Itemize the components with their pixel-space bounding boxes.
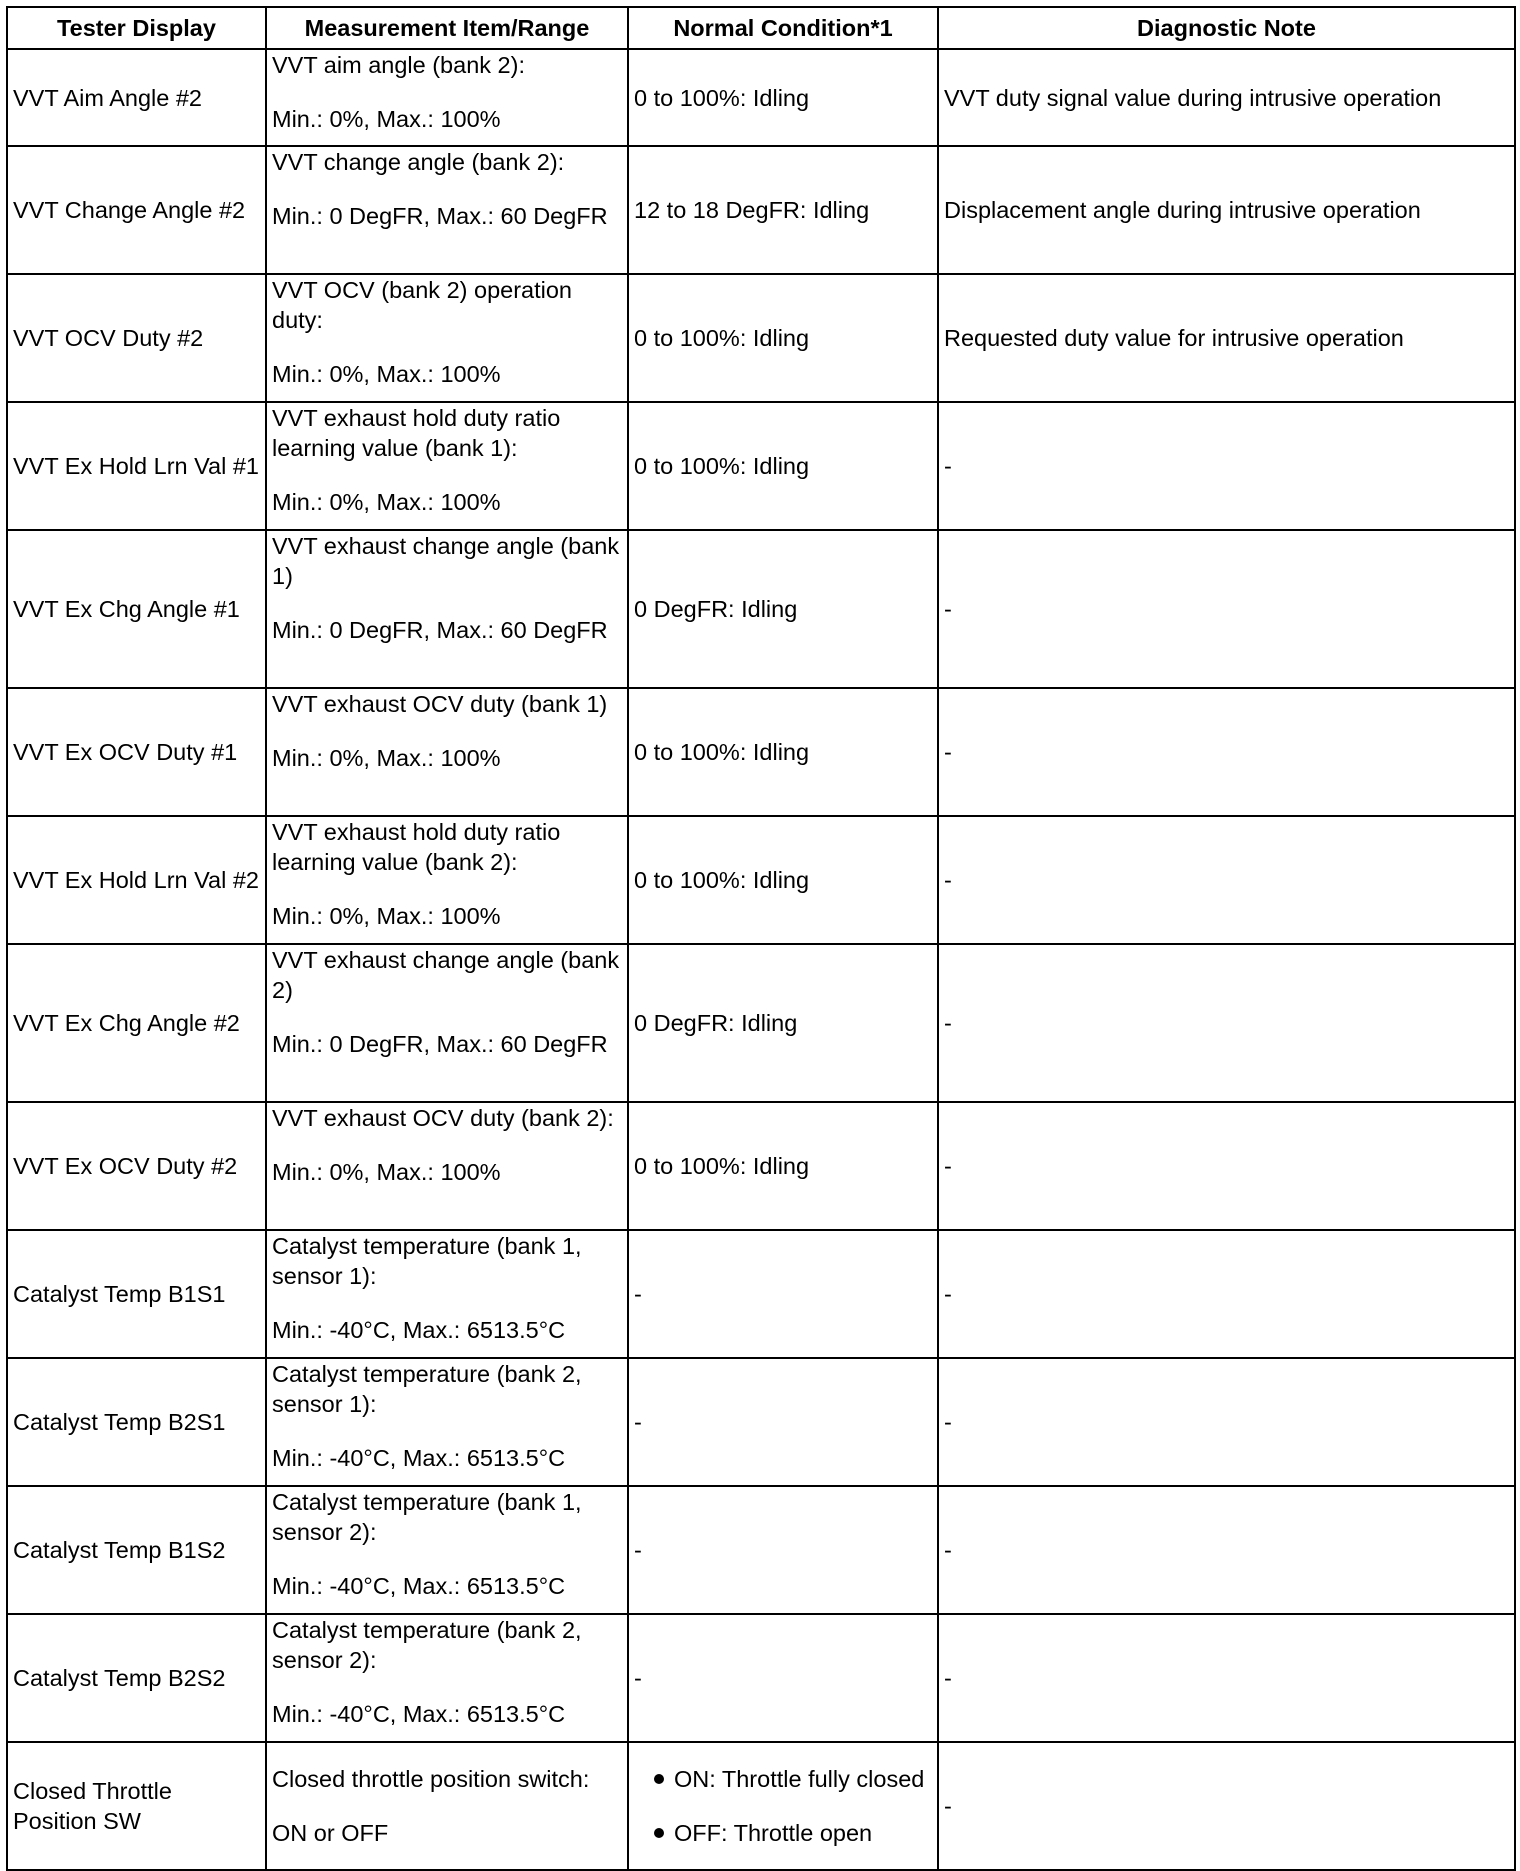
cell-normal-condition: 0 DegFR: Idling: [628, 530, 938, 688]
cell-tester-display: VVT Change Angle #2: [7, 146, 266, 274]
cell-measurement: [266, 1486, 628, 1614]
table-row: [7, 1742, 1515, 1870]
cell-measurement: [266, 530, 628, 688]
table-row: [7, 944, 1515, 1102]
list-item: OFF: Throttle open: [634, 1818, 932, 1848]
measurement-description: VVT change angle (bank 2):: [272, 149, 565, 175]
cell-normal-condition: 0 to 100%: Idling: [628, 402, 938, 530]
measurement-range: Min.: -40°C, Max.: 6513.5°C: [272, 1573, 566, 1599]
cell-tester-display: Catalyst Temp B2S1: [7, 1358, 266, 1486]
table-row: [7, 530, 1515, 688]
cell-diagnostic-note: -: [938, 530, 1515, 688]
cell-diagnostic-note: -: [938, 816, 1515, 944]
cell-diagnostic-note: -: [938, 1614, 1515, 1742]
measurement-description: VVT exhaust hold duty ratio learning value (bank 2):: [272, 819, 561, 875]
cell-measurement: [266, 146, 628, 274]
cell-tester-display: VVT Ex OCV Duty #1: [7, 688, 266, 816]
measurement-description: Catalyst temperature (bank 2, sensor 2):: [272, 1617, 582, 1673]
measurement-range: Min.: 0%, Max.: 100%: [272, 106, 501, 132]
cell-normal-condition: -: [628, 1486, 938, 1614]
cell-diagnostic-note: -: [938, 402, 1515, 530]
table-row: [7, 1614, 1515, 1742]
measurement-description: VVT exhaust OCV duty (bank 2):: [272, 1105, 614, 1131]
document-page: [6, 6, 1514, 1871]
list-item: ON: Throttle fully closed: [634, 1764, 932, 1794]
header-measurement: Measurement Item/Range: [266, 7, 628, 49]
table-row: [7, 1486, 1515, 1614]
measurement-range: Min.: 0%, Max.: 100%: [272, 361, 501, 387]
cell-tester-display: VVT Aim Angle #2: [7, 49, 266, 146]
measurement-description: Catalyst temperature (bank 1, sensor 1):: [272, 1233, 582, 1289]
table-row: [7, 1230, 1515, 1358]
cell-diagnostic-note: -: [938, 688, 1515, 816]
header-diagnostic-note: Diagnostic Note: [938, 7, 1515, 49]
cell-tester-display: VVT Ex Chg Angle #2: [7, 944, 266, 1102]
cell-tester-display: VVT Ex OCV Duty #2: [7, 1102, 266, 1230]
cell-tester-display: Catalyst Temp B1S1: [7, 1230, 266, 1358]
cell-normal-condition: [628, 1742, 938, 1870]
measurement-description: VVT OCV (bank 2) operation duty:: [272, 277, 572, 333]
cell-tester-display: VVT Ex Hold Lrn Val #2: [7, 816, 266, 944]
measurement-description: Catalyst temperature (bank 2, sensor 1):: [272, 1361, 582, 1417]
measurement-range: Min.: 0%, Max.: 100%: [272, 903, 501, 929]
cell-measurement: [266, 1230, 628, 1358]
cell-normal-condition: -: [628, 1230, 938, 1358]
cell-diagnostic-note: Displacement angle during intrusive operation: [938, 146, 1515, 274]
cell-normal-condition: 0 to 100%: Idling: [628, 49, 938, 146]
cell-normal-condition: 0 DegFR: Idling: [628, 944, 938, 1102]
measurement-range: Min.: 0 DegFR, Max.: 60 DegFR: [272, 617, 608, 643]
measurement-range: Min.: -40°C, Max.: 6513.5°C: [272, 1701, 566, 1727]
cell-diagnostic-note: -: [938, 1358, 1515, 1486]
cell-measurement: [266, 816, 628, 944]
measurement-description: VVT aim angle (bank 2):: [272, 52, 525, 78]
cell-measurement: [266, 274, 628, 402]
cell-diagnostic-note: VVT duty signal value during intrusive operation: [938, 49, 1515, 146]
cell-diagnostic-note: -: [938, 1230, 1515, 1358]
measurement-range: Min.: 0 DegFR, Max.: 60 DegFR: [272, 203, 608, 229]
cell-diagnostic-note: -: [938, 1102, 1515, 1230]
table-row: [7, 402, 1515, 530]
table-row: [7, 1102, 1515, 1230]
cell-diagnostic-note: -: [938, 944, 1515, 1102]
cell-normal-condition: 0 to 100%: Idling: [628, 274, 938, 402]
header-tester-display: Tester Display: [7, 7, 266, 49]
cell-measurement: [266, 1358, 628, 1486]
measurement-range: Min.: -40°C, Max.: 6513.5°C: [272, 1445, 566, 1471]
measurement-range: Min.: 0%, Max.: 100%: [272, 489, 501, 515]
diagnostic-data-table: [6, 6, 1516, 1871]
cell-tester-display: Catalyst Temp B1S2: [7, 1486, 266, 1614]
table-row: [7, 146, 1515, 274]
normal-condition-list: [634, 1764, 932, 1848]
header-normal-condition: Normal Condition*1: [628, 7, 938, 49]
cell-tester-display: Closed Throttle Position SW: [7, 1742, 266, 1870]
cell-measurement: [266, 1102, 628, 1230]
measurement-range: Min.: -40°C, Max.: 6513.5°C: [272, 1317, 566, 1343]
measurement-range: Min.: 0%, Max.: 100%: [272, 745, 501, 771]
cell-tester-display: Catalyst Temp B2S2: [7, 1614, 266, 1742]
cell-normal-condition: 0 to 100%: Idling: [628, 816, 938, 944]
cell-diagnostic-note: -: [938, 1486, 1515, 1614]
measurement-description: VVT exhaust change angle (bank 1): [272, 533, 620, 589]
table-row: [7, 688, 1515, 816]
cell-measurement: [266, 402, 628, 530]
table-row: [7, 274, 1515, 402]
cell-measurement: [266, 688, 628, 816]
measurement-description: VVT exhaust change angle (bank 2): [272, 947, 620, 1003]
measurement-description: Catalyst temperature (bank 1, sensor 2):: [272, 1489, 582, 1545]
cell-tester-display: VVT OCV Duty #2: [7, 274, 266, 402]
table-row: [7, 49, 1515, 146]
cell-tester-display: VVT Ex Chg Angle #1: [7, 530, 266, 688]
measurement-range: ON or OFF: [272, 1820, 389, 1846]
table-row: [7, 816, 1515, 944]
measurement-range: Min.: 0 DegFR, Max.: 60 DegFR: [272, 1031, 608, 1057]
cell-normal-condition: 0 to 100%: Idling: [628, 1102, 938, 1230]
measurement-range: Min.: 0%, Max.: 100%: [272, 1159, 501, 1185]
cell-measurement: [266, 49, 628, 146]
cell-normal-condition: 0 to 100%: Idling: [628, 688, 938, 816]
cell-diagnostic-note: -: [938, 1742, 1515, 1870]
cell-measurement: [266, 1742, 628, 1870]
cell-diagnostic-note: Requested duty value for intrusive operation: [938, 274, 1515, 402]
table-row: [7, 1358, 1515, 1486]
cell-measurement: [266, 944, 628, 1102]
cell-measurement: [266, 1614, 628, 1742]
cell-normal-condition: -: [628, 1358, 938, 1486]
cell-normal-condition: 12 to 18 DegFR: Idling: [628, 146, 938, 274]
table-header-row: [7, 7, 1515, 49]
measurement-description: VVT exhaust OCV duty (bank 1): [272, 691, 608, 717]
cell-normal-condition: -: [628, 1614, 938, 1742]
measurement-description: Closed throttle position switch:: [272, 1766, 590, 1792]
cell-tester-display: VVT Ex Hold Lrn Val #1: [7, 402, 266, 530]
measurement-description: VVT exhaust hold duty ratio learning value (bank 1):: [272, 405, 561, 461]
